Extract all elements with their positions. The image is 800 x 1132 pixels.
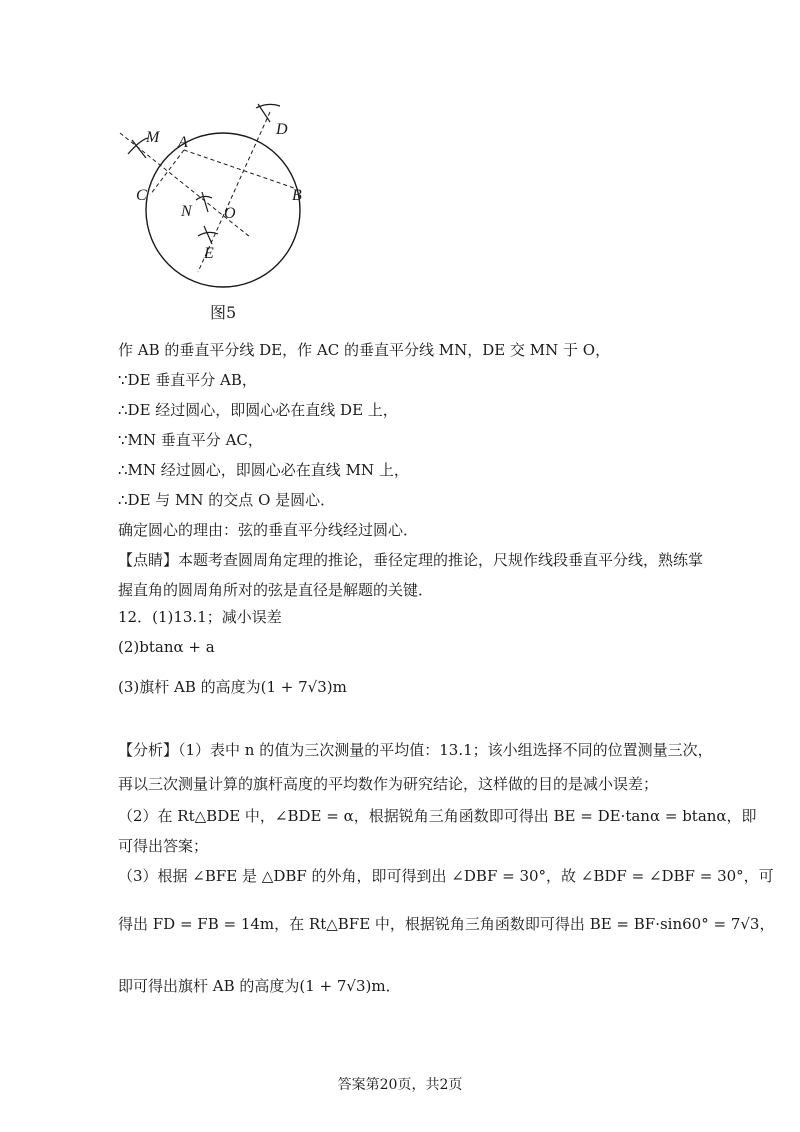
analysis-line-5: （3）根据 ∠BFE 是 △DBF 的外角，即可得到出 ∠DBF = 30°，故 ∠BDF = ∠DBF = 30°，可 bbox=[118, 867, 774, 885]
label-o: O bbox=[224, 205, 236, 222]
text-line-4: ∵MN 垂直平分 AC， bbox=[118, 431, 263, 449]
remark-line-2: 握直角的圆周角所对的弦是直径是解题的关键． bbox=[118, 581, 434, 599]
analysis-line-7: 即可得出旗杆 AB 的高度为(1 + 7√3)m． bbox=[118, 977, 401, 995]
arc-mark-n bbox=[196, 192, 212, 212]
analysis-line-4: 可得出答案； bbox=[118, 837, 209, 855]
answer-12-part-2: (2)btanα + a bbox=[118, 638, 215, 656]
circle bbox=[146, 133, 300, 287]
answer-12-part-3: (3)旗杆 AB 的高度为(1 + 7√3)m bbox=[118, 678, 347, 696]
analysis-line-2: 再以三次测量计算的旗杆高度的平均数作为研究结论，这样做的目的是减小误差； bbox=[118, 775, 659, 793]
label-a: A bbox=[178, 134, 188, 151]
text-line-5: ∴MN 经过圆心，即圆心必在直线 MN 上， bbox=[118, 461, 409, 479]
label-b: B bbox=[292, 187, 302, 204]
page-footer: 答案第20页，共2页 bbox=[337, 1077, 463, 1093]
analysis-line-6: 得出 FD = FB = 14m，在 Rt△BFE 中，根据锐角三角函数即可得出 BE = BF·sin60° = 7√3， bbox=[118, 915, 775, 933]
label-e: E bbox=[204, 245, 214, 262]
answer-12-part-1: 12．(1)13.1；减小误差 bbox=[118, 608, 282, 626]
analysis-line-3: （2）在 Rt△BDE 中，∠BDE = α，根据锐角三角函数即可得出 BE = DE·tanα = btanα，即 bbox=[118, 807, 757, 825]
text-line-7: 确定圆心的理由：弦的垂直平分线经过圆心． bbox=[118, 521, 419, 539]
figure-caption: 图5 bbox=[210, 303, 237, 322]
label-d: D bbox=[276, 121, 288, 138]
text-line-1: 作 AB 的垂直平分线 DE，作 AC 的垂直平分线 MN，DE 交 MN 于 O， bbox=[118, 341, 611, 359]
arc-mark-m bbox=[128, 138, 148, 158]
arc-mark-d bbox=[256, 104, 280, 122]
text-line-2: ∵DE 垂直平分 AB， bbox=[118, 371, 257, 389]
analysis-line-1: 【分析】（1）表中 n 的值为三次测量的平均值：13.1；该小组选择不同的位置测量三次， bbox=[118, 741, 713, 759]
label-c: C bbox=[136, 187, 147, 204]
text-line-3: ∴DE 经过圆心，即圆心必在直线 DE 上， bbox=[118, 401, 398, 419]
label-n: N bbox=[181, 203, 192, 220]
remark-line-1: 【点睛】本题考查圆周角定理的推论，垂径定理的推论，尺规作线段垂直平分线，熟练掌 bbox=[118, 551, 704, 569]
geometry-figure-5 bbox=[0, 0, 800, 320]
text-line-6: ∴DE 与 MN 的交点 O 是圆心． bbox=[118, 491, 336, 509]
label-m: M bbox=[146, 129, 160, 146]
